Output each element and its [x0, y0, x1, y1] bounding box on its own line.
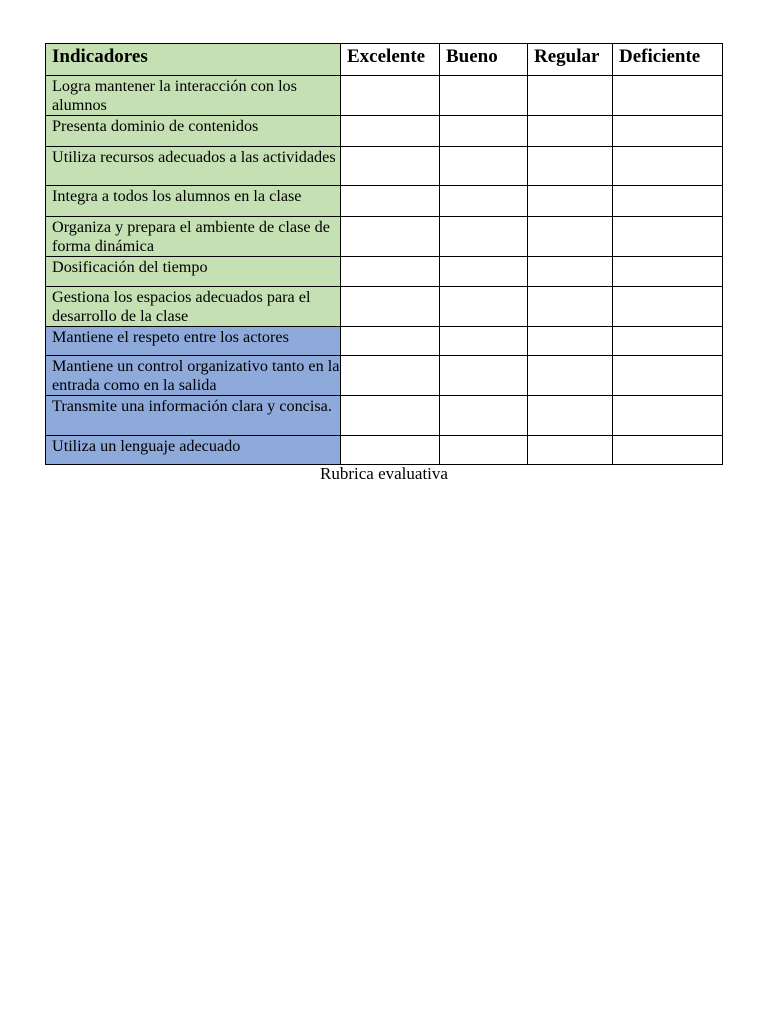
- table-row: [46, 116, 723, 147]
- indicator-cell: Organiza y prepara el ambiente de clase de forma dinámica: [46, 217, 341, 257]
- table-row: [46, 257, 723, 287]
- table-row: [46, 147, 723, 186]
- rating-cell-bueno: [440, 186, 528, 217]
- indicator-cell: Mantiene el respeto entre los actores: [46, 327, 341, 356]
- rating-cell-deficiente: [613, 257, 723, 287]
- rating-cell-bueno: [440, 217, 528, 257]
- rating-cell-excelente: [341, 356, 440, 396]
- header-bueno: Bueno: [440, 44, 528, 76]
- rating-cell-bueno: [440, 257, 528, 287]
- rating-cell-regular: [528, 147, 613, 186]
- rating-cell-excelente: [341, 186, 440, 217]
- rating-cell-deficiente: [613, 287, 723, 327]
- rating-cell-excelente: [341, 76, 440, 116]
- indicator-cell: Transmite una información clara y concisa.: [46, 396, 341, 436]
- header-regular: Regular: [528, 44, 613, 76]
- table-row: [46, 186, 723, 217]
- rating-cell-regular: [528, 76, 613, 116]
- header-indicadores: Indicadores: [46, 44, 341, 76]
- rating-cell-regular: [528, 356, 613, 396]
- rating-cell-deficiente: [613, 356, 723, 396]
- rating-cell-regular: [528, 217, 613, 257]
- rating-cell-bueno: [440, 287, 528, 327]
- rating-cell-regular: [528, 257, 613, 287]
- table-row: [46, 356, 723, 396]
- indicator-cell: Presenta dominio de contenidos: [46, 116, 341, 147]
- rating-cell-excelente: [341, 217, 440, 257]
- rating-cell-regular: [528, 116, 613, 147]
- rating-cell-deficiente: [613, 217, 723, 257]
- rating-cell-bueno: [440, 356, 528, 396]
- rating-cell-regular: [528, 396, 613, 436]
- rating-cell-excelente: [341, 287, 440, 327]
- rating-cell-bueno: [440, 327, 528, 356]
- table-row: [46, 436, 723, 465]
- indicator-cell: Logra mantener la interacción con los alumnos: [46, 76, 341, 116]
- rating-cell-bueno: [440, 436, 528, 465]
- rating-cell-deficiente: [613, 327, 723, 356]
- rating-cell-excelente: [341, 257, 440, 287]
- table-row: [46, 327, 723, 356]
- header-row: [46, 44, 723, 76]
- header-deficiente: Deficiente: [613, 44, 723, 76]
- table-row: [46, 287, 723, 327]
- rating-cell-bueno: [440, 76, 528, 116]
- indicator-cell: Integra a todos los alumnos en la clase: [46, 186, 341, 217]
- rating-cell-regular: [528, 327, 613, 356]
- indicator-cell: Utiliza recursos adecuados a las actividades: [46, 147, 341, 186]
- rating-cell-excelente: [341, 436, 440, 465]
- table-row: [46, 396, 723, 436]
- rating-cell-regular: [528, 287, 613, 327]
- rating-cell-deficiente: [613, 436, 723, 465]
- rating-cell-excelente: [341, 147, 440, 186]
- rating-cell-excelente: [341, 396, 440, 436]
- rating-cell-deficiente: [613, 76, 723, 116]
- rating-cell-excelente: [341, 327, 440, 356]
- rating-cell-bueno: [440, 147, 528, 186]
- table-row: [46, 76, 723, 116]
- rating-cell-excelente: [341, 116, 440, 147]
- rating-cell-deficiente: [613, 116, 723, 147]
- rating-cell-bueno: [440, 396, 528, 436]
- indicator-cell: Gestiona los espacios adecuados para el desarrollo de la clase: [46, 287, 341, 327]
- table-caption: Rubrica evaluativa: [320, 464, 448, 483]
- rating-cell-deficiente: [613, 186, 723, 217]
- indicator-cell: Dosificación del tiempo: [46, 257, 341, 287]
- table-row: [46, 217, 723, 257]
- rating-cell-bueno: [440, 116, 528, 147]
- rating-cell-deficiente: [613, 147, 723, 186]
- header-excelente: Excelente: [341, 44, 440, 76]
- rubric-body: [46, 76, 723, 465]
- indicator-cell: Mantiene un control organizativo tanto en la entrada como en la salida: [46, 356, 341, 396]
- indicator-cell: Utiliza un lenguaje adecuado: [46, 436, 341, 465]
- rating-cell-regular: [528, 436, 613, 465]
- rubric-table: [45, 43, 723, 465]
- rating-cell-regular: [528, 186, 613, 217]
- rating-cell-deficiente: [613, 396, 723, 436]
